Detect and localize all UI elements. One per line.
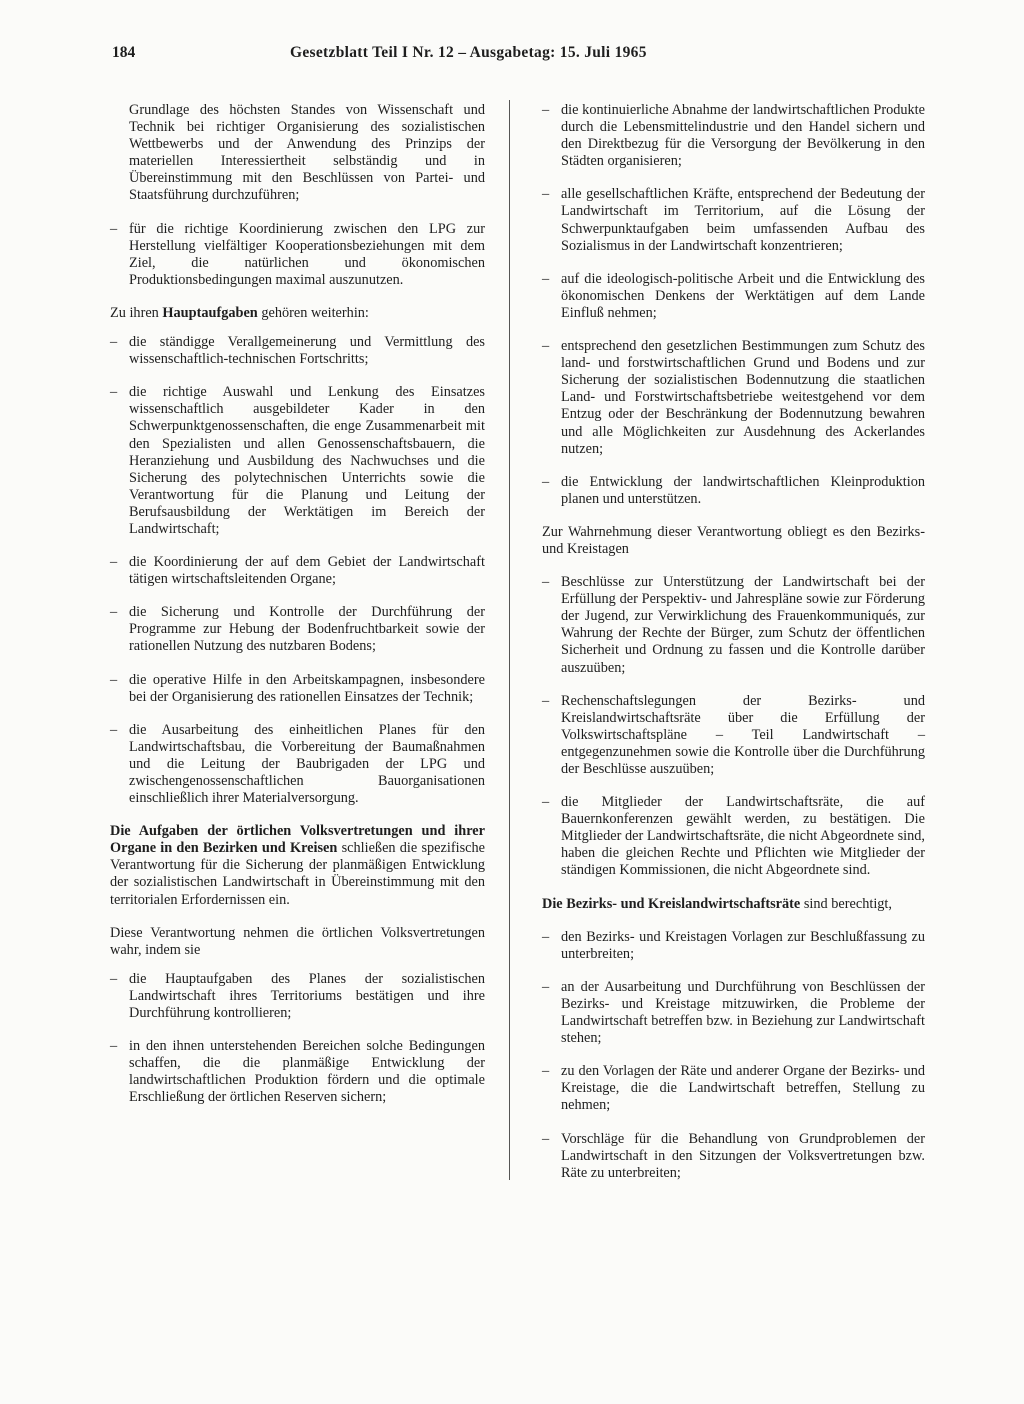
list-item bbox=[542, 1063, 925, 1114]
right-column bbox=[542, 102, 925, 1198]
list-item-text: Beschlüsse zur Unterstützung der Landwirtschaft bei der Erfüllung der Perspektiv- und Jahrespläne sowie zur Förderung der Jugend, zur Verwirklichung des Frauenkommuniqués, zur Wahrung der Rechte der Bürger, zum Schutz der öffentlichen Sicherheit und Ordnung zu fassen und die Kontrolle darüber auszuüben; bbox=[561, 574, 925, 676]
dash-marker: – bbox=[110, 384, 118, 401]
list-item bbox=[542, 186, 925, 254]
list-item-text: Rechenschaftslegungen der Bezirks- und Kreislandwirtschaftsräte über die Erfüllung der Volkswirtschaftspläne – Teil Landwirtschaft – entgegenzunehmen sowie die Kontrolle über die Durchführung der Beschlüsse auszuüben; bbox=[561, 692, 925, 777]
dash-marker: – bbox=[110, 671, 118, 688]
dash-marker: – bbox=[110, 334, 118, 351]
raete-intro bbox=[542, 896, 925, 913]
list-item bbox=[542, 1131, 925, 1182]
dash-marker: – bbox=[110, 721, 118, 738]
list-item-text: die Ausarbeitung des einheitlichen Planes für den Landwirtschaftsbau, die Vorbereitung der Baumaßnahmen und die Leitung der Baubrigaden der LPG und zwischengenossenschaftlichen Bauorganisationen einschließlich ihrer Materialversorgung. bbox=[129, 721, 485, 807]
list-item bbox=[110, 334, 485, 368]
list-item bbox=[110, 221, 485, 289]
dash-marker: – bbox=[110, 970, 118, 987]
list-item bbox=[542, 794, 925, 879]
dash-marker: – bbox=[542, 473, 550, 490]
page-header bbox=[112, 44, 902, 74]
volksvertretungen-paragraph bbox=[110, 823, 485, 908]
list-item-text: die ständigge Verallgemeinerung und Vermittlung des wissenschaftlich-technischen Fortschritts; bbox=[129, 334, 485, 368]
dash-marker: – bbox=[542, 928, 550, 945]
list-item bbox=[542, 338, 925, 458]
list-item-text: die operative Hilfe in den Arbeitskampagnen, insbesondere bei der Organisierung des rationellen Einsatzes der Technik; bbox=[129, 671, 485, 705]
volksvertretungen-text: schließen die spezifische Verantwortung für die Sicherung der planmäßigen Entwicklung der sozialistischen Landwirtschaft in Übereinstimmung mit den territorialen Erfordernissen ein. bbox=[110, 840, 485, 908]
list-item-text: zu den Vorlagen der Räte und anderer Organe der Bezirks- und Kreistage, die die Landwirtschaft betreffen, Stellung zu nehmen; bbox=[561, 1063, 925, 1114]
page-number: 184 bbox=[112, 44, 136, 61]
list-item-text: die kontinuierliche Abnahme der landwirtschaftlichen Produkte durch die Lebensmittelindustrie und den Handel sichern und den Direktbezug für die Versorgung der Bevölkerung in den Städten organisieren; bbox=[561, 102, 925, 170]
list-item-text: Vorschläge für die Behandlung von Grundproblemen der Landwirtschaft in den Sitzungen der Volksvertretungen bzw. Räte zu unterbreiten; bbox=[561, 1130, 925, 1181]
list-item-text: alle gesellschaftlichen Kräfte, entsprechend der Bedeutung der Landwirtschaft im Territorium, auf die Lösung der Schwerpunktaufgaben beim umfassenden Aufbau des Sozialismus in der Landwirtschaft konzentrieren; bbox=[561, 186, 925, 254]
column-divider bbox=[509, 100, 510, 1180]
dash-marker: – bbox=[542, 692, 550, 709]
intro-suffix: gehören weiterhin: bbox=[257, 304, 369, 321]
list-item bbox=[542, 574, 925, 677]
list-item bbox=[110, 1038, 485, 1106]
list-item-text: in den ihnen unterstehenden Bereichen solche Bedingungen schaffen, die die planmäßige Entwicklung der landwirtschaftlichen Produktion fördern und die optimale Erschließung der örtlichen Reserven sichern; bbox=[129, 1038, 485, 1106]
list-item-text: die Koordinierung der auf dem Gebiet der Landwirtschaft tätigen wirtschaftsleitenden Organe; bbox=[129, 554, 485, 588]
dash-marker: – bbox=[542, 978, 550, 995]
list-item bbox=[110, 384, 485, 538]
intro-bold: Hauptaufgaben bbox=[162, 304, 258, 321]
list-item bbox=[110, 971, 485, 1022]
dash-marker: – bbox=[542, 186, 550, 203]
list-item-text: die richtige Auswahl und Lenkung des Einsatzes wissenschaftlich ausgebildeter Kader in den Schwerpunktgenossenschaften, die enge Zusammenarbeit mit den Spezialisten und allen Genossenschaftsbauern, die Heranziehung und Ausbildung des Nachwuchses und die Sicherung des polytechnischen Unterrichts sowie die Verantwortung für die Planung und Leitung der Berufsausbildung der Werktätigen im Bereich der Landwirtschaft; bbox=[129, 384, 485, 537]
list-item-text: den Bezirks- und Kreistagen Vorlagen zur Beschlußfassung zu unterbreiten; bbox=[561, 928, 925, 962]
list-item bbox=[542, 929, 925, 963]
list-item bbox=[110, 722, 485, 807]
raete-text: sind berechtigt, bbox=[800, 895, 892, 912]
dash-marker: – bbox=[542, 1063, 550, 1080]
verantwortung-intro: Diese Verantwortung nehmen die örtlichen Volksvertretungen wahr, indem sie bbox=[110, 924, 485, 958]
dash-marker: – bbox=[110, 1038, 118, 1055]
list-item bbox=[110, 604, 485, 655]
list-item bbox=[542, 693, 925, 778]
dash-marker: – bbox=[542, 1130, 550, 1147]
list-item bbox=[542, 271, 925, 322]
list-item bbox=[542, 979, 925, 1047]
dash-marker: – bbox=[542, 270, 550, 287]
list-item-text: die Entwicklung der landwirtschaftlichen Kleinproduktion planen und unterstützen. bbox=[561, 473, 925, 507]
intro-prefix: Zu ihren bbox=[110, 304, 163, 321]
dash-marker: – bbox=[110, 220, 118, 237]
continuation-text: Grundlage des höchsten Standes von Wissenschaft und Technik bei richtiger Organisierung des sozialistischen Wettbewerbs und der Anwendung des Prinzips der materiellen Interessiertheit selbständig und in Übereinstimmung mit den Beschlüssen von Partei- und Staatsführung durchzuführen; bbox=[129, 102, 485, 204]
dash-marker: – bbox=[542, 794, 550, 811]
wahrnehmung-intro: Zur Wahrnehmung dieser Verantwortung obliegt es den Bezirks- und Kreistagen bbox=[542, 523, 925, 557]
list-item-text: für die richtige Koordinierung zwischen den LPG zur Herstellung vielfältiger Kooperationsbeziehungen mit dem Ziel, die natürlichen und ökonomischen Produktionsbedingungen maximal auszunutzen. bbox=[129, 220, 485, 288]
list-item-text: die Sicherung und Kontrolle der Durchführung der Programme zur Hebung der Bodenfruchtbarkeit sowie der rationellen Nutzung des nutzbaren Bodens; bbox=[129, 604, 485, 655]
left-column bbox=[110, 102, 485, 1123]
list-item-text: entsprechend den gesetzlichen Bestimmungen zum Schutz des land- und forstwirtschaftlichen Grund und Bodens und zur Sicherung der sozialistischen Bodennutzung die staatlichen Land- und Forstwirtschaftsbetriebe weitestgehend vor dem Entzug oder der Beschränkung der Bodennutzung bewahren und alle Möglichkeiten zur Ausdehnung des Ackerlandes nutzen; bbox=[561, 338, 925, 457]
list-item bbox=[542, 474, 925, 508]
list-item-text: auf die ideologisch-politische Arbeit und die Entwicklung des ökonomischen Denkens der Werktätigen auf dem Lande Einfluß nehmen; bbox=[561, 270, 925, 321]
list-item bbox=[110, 554, 485, 588]
volksvertretungen-heading: Die Aufgaben der örtlichen Volksvertretungen und ihrer Organe in den Bezirken und Kreisen bbox=[110, 823, 485, 857]
running-title: Gesetzblatt Teil I Nr. 12 – Ausgabetag: 15. Juli 1965 bbox=[290, 44, 647, 61]
dash-marker: – bbox=[542, 102, 550, 118]
list-item-text: die Mitglieder der Landwirtschaftsräte, die auf Bauernkonferenzen gewählt werden, zu bestätigen. Die Mitglieder der Landwirtschaftsräte, die nicht Abgeordnete sind, haben die gleichen Rechte und Pflichten wie Mitglieder der ständigen Kommissionen, die nicht Abgeordnete sind. bbox=[561, 794, 925, 879]
list-item bbox=[110, 672, 485, 706]
list-item-text: an der Ausarbeitung und Durchführung von Beschlüssen der Bezirks- und Kreistage mitzuwirken, die Probleme der Landwirtschaft betreffen bzw. in Beziehung zur Landwirtschaft stehen; bbox=[561, 978, 925, 1047]
dash-marker: – bbox=[110, 604, 118, 621]
hauptaufgaben-intro bbox=[110, 305, 485, 322]
list-item-text: die Hauptaufgaben des Planes der sozialistischen Landwirtschaft ihres Territoriums bestätigen und ihre Durchführung kontrollieren; bbox=[129, 970, 485, 1022]
dash-marker: – bbox=[542, 338, 550, 355]
dash-marker: – bbox=[542, 574, 550, 591]
raete-heading: Die Bezirks- und Kreislandwirtschaftsräte bbox=[542, 895, 801, 912]
list-item bbox=[542, 102, 925, 170]
dash-marker: – bbox=[110, 554, 118, 571]
